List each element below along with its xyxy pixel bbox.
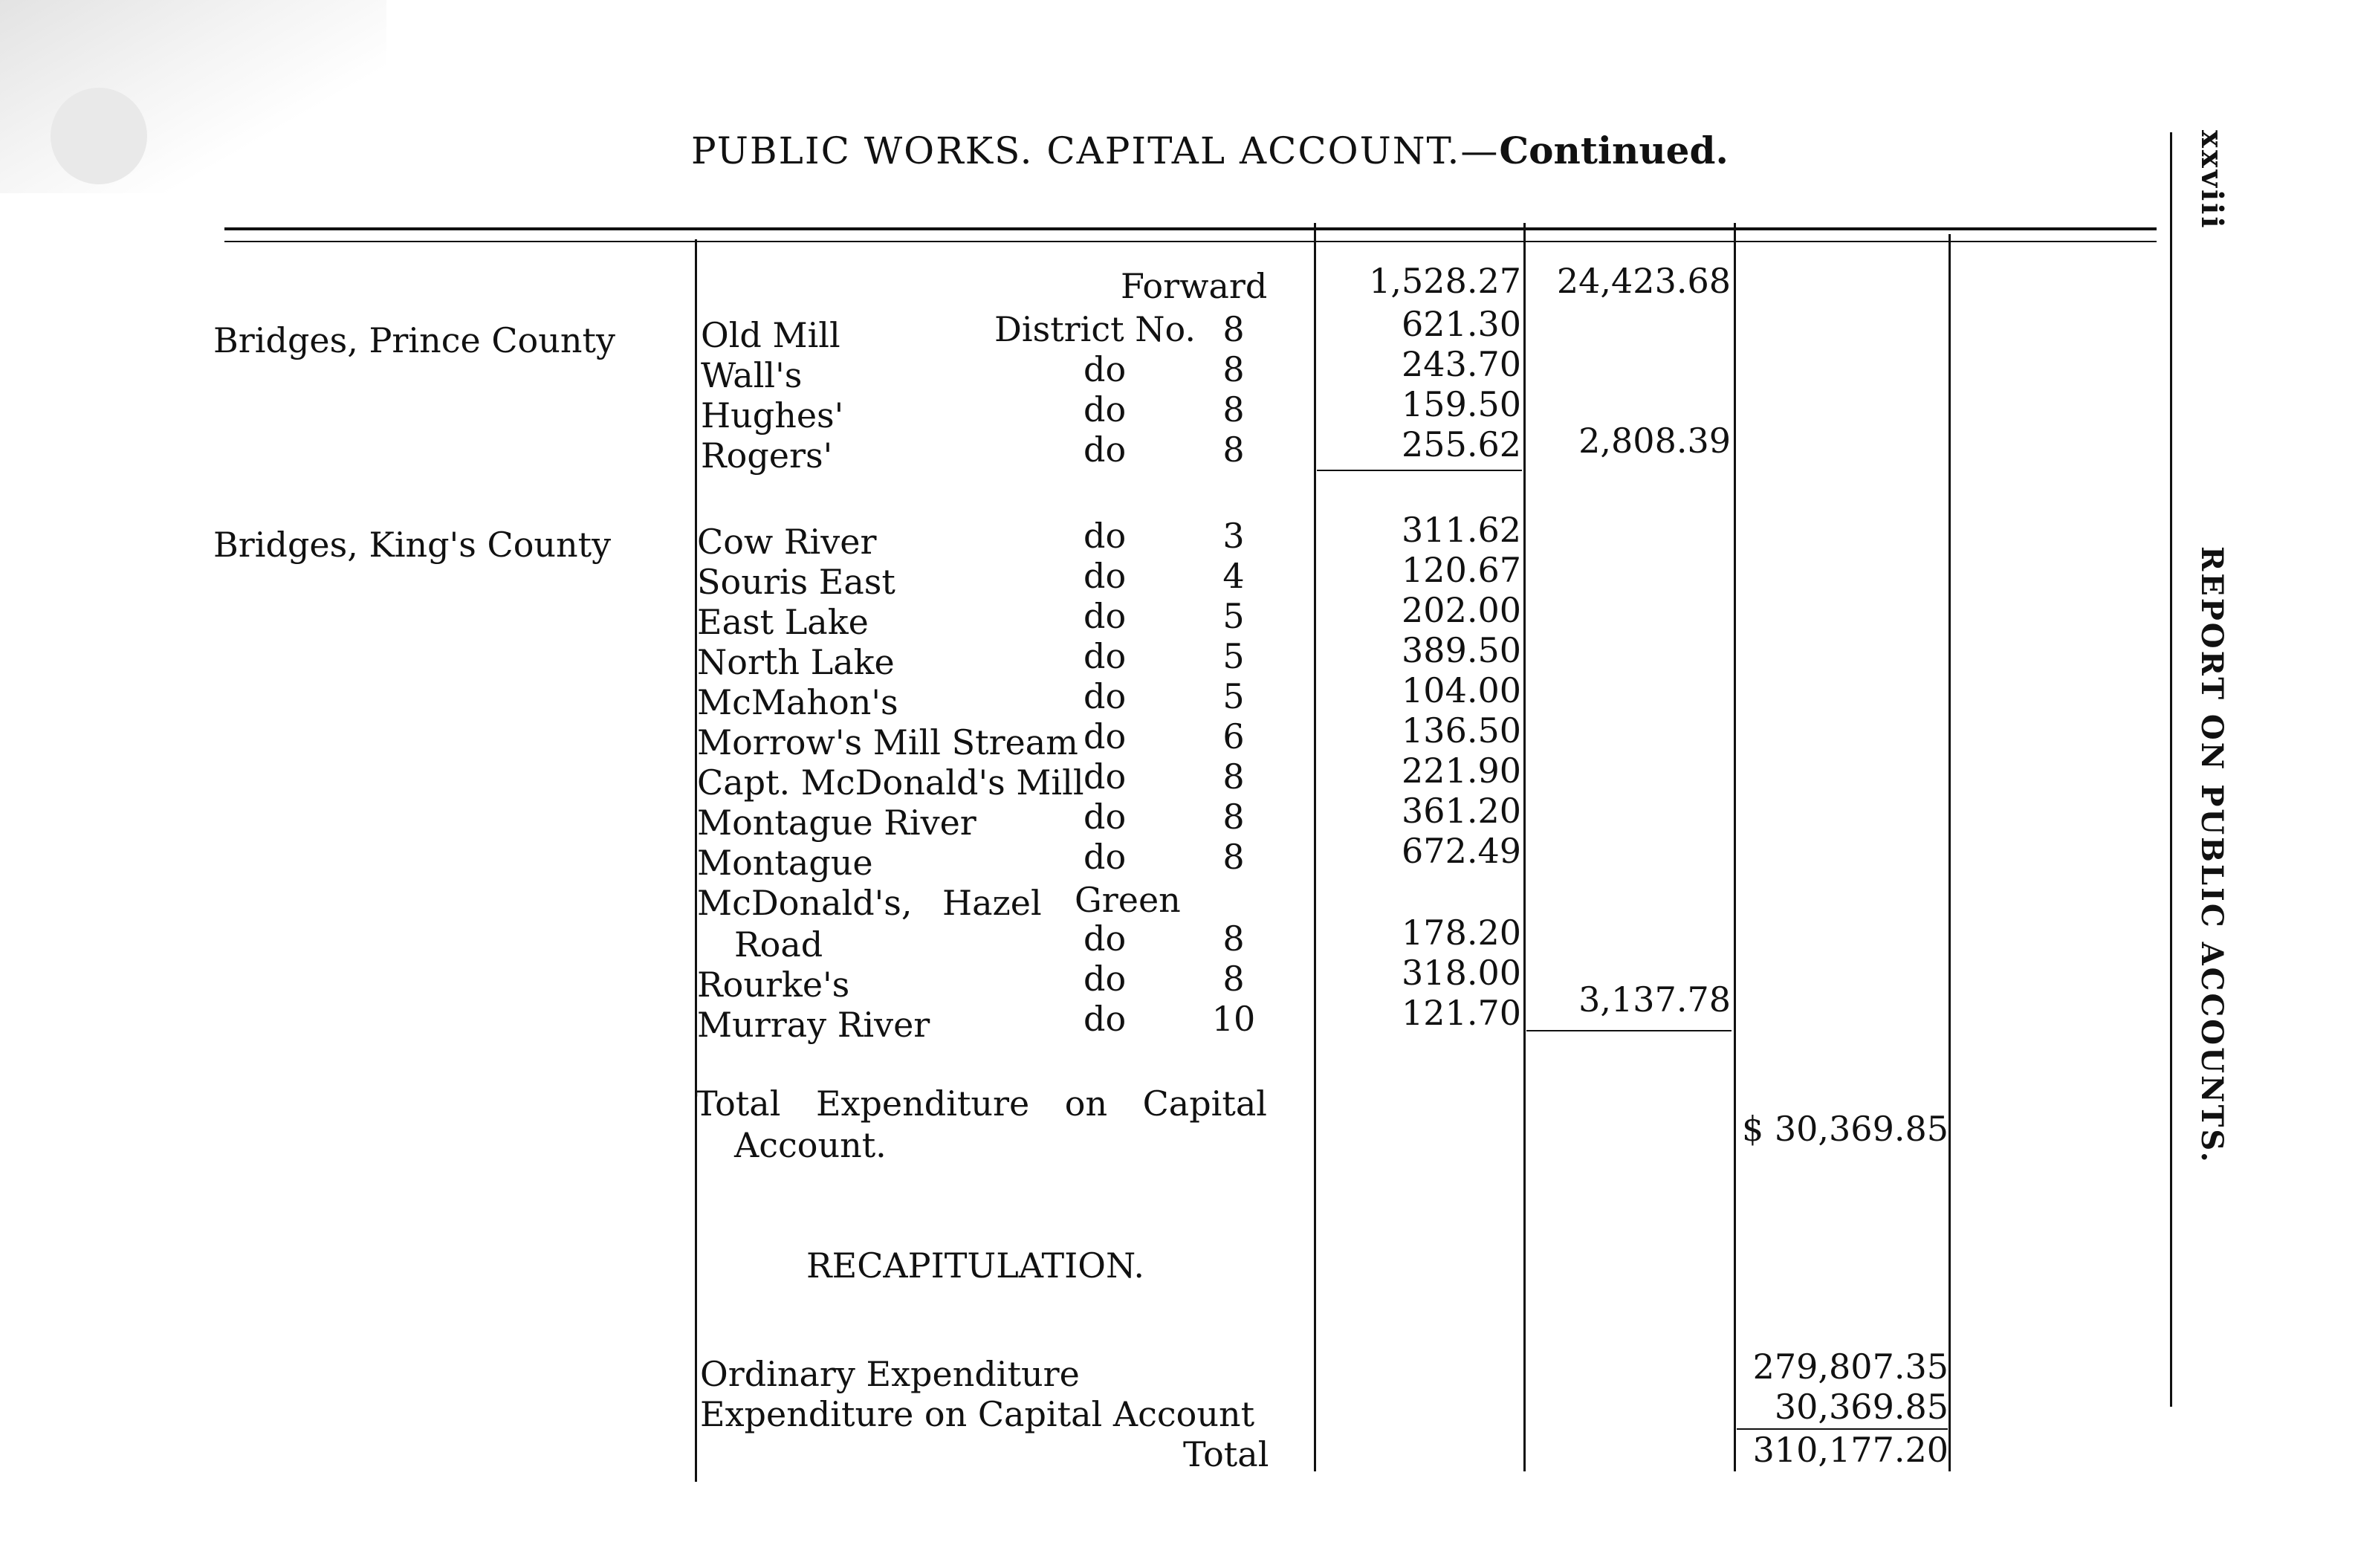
bridge-name: Murray River	[697, 1005, 930, 1045]
bridge-amount: 243.70	[1402, 344, 1521, 384]
bridge-amount: 621.30	[1402, 304, 1521, 344]
running-title: REPORT ON PUBLIC ACCOUNTS.	[2194, 546, 2229, 1164]
bridge-name: Capt. McDonald's Mill	[697, 762, 1084, 803]
district-number: 5	[1222, 636, 1245, 676]
page-title-continued: Continued.	[1499, 129, 1729, 172]
ditto-mark: do	[1083, 430, 1127, 470]
district-number: 6	[1222, 716, 1245, 757]
kings-subtotal-rule	[1526, 1030, 1732, 1031]
bridge-amount: 389.50	[1402, 630, 1521, 670]
page-title	[691, 129, 1729, 172]
column-rule-blank	[1949, 234, 1951, 1471]
district-label: District No.	[994, 309, 1196, 349]
header-rule-top	[224, 227, 2157, 230]
bridge-name: Old Mill	[701, 315, 840, 355]
prince-county-heading: Bridges, Prince County	[213, 320, 615, 360]
column-rule-totals	[1734, 223, 1736, 1471]
recap-ordinary-amount: 279,807.35	[1752, 1347, 1949, 1387]
bridge-amount: 136.50	[1402, 710, 1521, 751]
bridge-amount: 221.90	[1402, 751, 1521, 791]
forward-amount: 1,528.27	[1369, 261, 1521, 301]
bridge-amount: 255.62	[1402, 424, 1521, 464]
bridge-amount: 318.00	[1402, 953, 1521, 993]
bridge-amount: 178.20	[1402, 913, 1521, 953]
bridge-name: Morrow's Mill Stream	[697, 722, 1078, 762]
bridge-name: Hughes'	[701, 395, 844, 435]
recap-ordinary-label: Ordinary Expenditure	[700, 1354, 1080, 1394]
ditto-mark: do	[1083, 999, 1127, 1039]
bridge-name: Montague River	[697, 803, 976, 843]
ditto-mark: do	[1083, 389, 1127, 430]
ditto-mark: do	[1083, 556, 1127, 596]
kings-county-heading: Bridges, King's County	[213, 525, 612, 565]
district-number: 5	[1222, 596, 1245, 636]
bridge-amount: 361.20	[1402, 791, 1521, 831]
bridge-amount: 159.50	[1402, 384, 1521, 424]
ditto-mark: do	[1083, 919, 1127, 959]
ditto-mark: do	[1083, 349, 1127, 389]
ditto-mark: do	[1083, 636, 1127, 676]
forward-label: Forward	[1121, 266, 1268, 306]
ditto-mark: do	[1083, 837, 1127, 877]
forward-subtotal: 24,423.68	[1556, 261, 1731, 301]
mcdonalds-hazel: Hazel	[942, 883, 1042, 923]
bridge-name: Rogers'	[701, 435, 833, 476]
district-number: 8	[1222, 349, 1245, 389]
total-capital-amount: $ 30,369.85	[1742, 1109, 1949, 1149]
total-capital-label-line2: Account.	[734, 1125, 887, 1165]
kings-county-subtotal: 3,137.78	[1578, 979, 1731, 1020]
bridge-amount: 121.70	[1402, 993, 1521, 1033]
ditto-mark: do	[1083, 596, 1127, 636]
district-number: 8	[1222, 389, 1245, 430]
bridge-amount: 672.49	[1402, 831, 1521, 871]
district-number: 4	[1222, 556, 1245, 596]
bridge-amount: 120.67	[1402, 550, 1521, 590]
column-rule-subtotals	[1523, 223, 1526, 1471]
district-number: 8	[1222, 919, 1245, 959]
recap-total-label: Total	[1183, 1434, 1269, 1474]
bridge-name: Road	[734, 924, 823, 965]
district-number: 8	[1222, 757, 1245, 797]
mcdonalds-prefix: McDonald's,	[697, 883, 913, 923]
bridge-amount: 104.00	[1402, 670, 1521, 710]
page-title-main: PUBLIC WORKS. CAPITAL ACCOUNT.—	[691, 129, 1500, 172]
header-rule-bottom	[224, 241, 2157, 242]
ditto-mark: do	[1083, 757, 1127, 797]
prince-subtotal-rule	[1317, 470, 1522, 471]
ditto-mark: do	[1083, 516, 1127, 556]
bridge-amount: 311.62	[1402, 510, 1521, 550]
bridge-name: Cow River	[697, 522, 877, 562]
bridge-name: Wall's	[701, 355, 803, 395]
ditto-mark: do	[1083, 959, 1127, 999]
district-number: 8	[1222, 797, 1245, 837]
ditto-mark: do	[1083, 716, 1127, 757]
district-number: 8	[1222, 837, 1245, 877]
page-blemish	[51, 88, 147, 184]
page-number: xxviii	[2194, 130, 2229, 230]
prince-county-subtotal: 2,808.39	[1578, 421, 1731, 461]
bridge-name: North Lake	[697, 642, 895, 682]
bridge-name: McMahon's	[697, 682, 898, 722]
district-number: 8	[1222, 959, 1245, 999]
district-number: 10	[1211, 999, 1256, 1039]
bridge-name: Rourke's	[697, 965, 850, 1005]
bridge-name: Souris East	[697, 562, 895, 602]
recap-capital-amount: 30,369.85	[1774, 1387, 1949, 1427]
page-corner-shadow	[0, 0, 386, 193]
recap-capital-label: Expenditure on Capital Account	[700, 1394, 1255, 1434]
total-capital-label-line1: Total Expenditure on Capital	[695, 1083, 1267, 1124]
bridge-name: East Lake	[697, 602, 869, 642]
recap-total-amount: 310,177.20	[1752, 1430, 1949, 1470]
bridge-amount: 202.00	[1402, 590, 1521, 630]
bridge-name: Montague	[697, 843, 873, 883]
column-rule-items	[1314, 223, 1316, 1471]
district-number: 3	[1222, 516, 1245, 556]
recap-heading: RECAPITULATION.	[806, 1245, 1144, 1286]
district-number: 5	[1222, 676, 1245, 716]
right-margin-rule	[2170, 132, 2172, 1407]
mcdonalds-green: Green	[1075, 880, 1181, 920]
district-number: 8	[1222, 430, 1245, 470]
ditto-mark: do	[1083, 676, 1127, 716]
ditto-mark: do	[1083, 797, 1127, 837]
district-number: 8	[1222, 309, 1245, 349]
